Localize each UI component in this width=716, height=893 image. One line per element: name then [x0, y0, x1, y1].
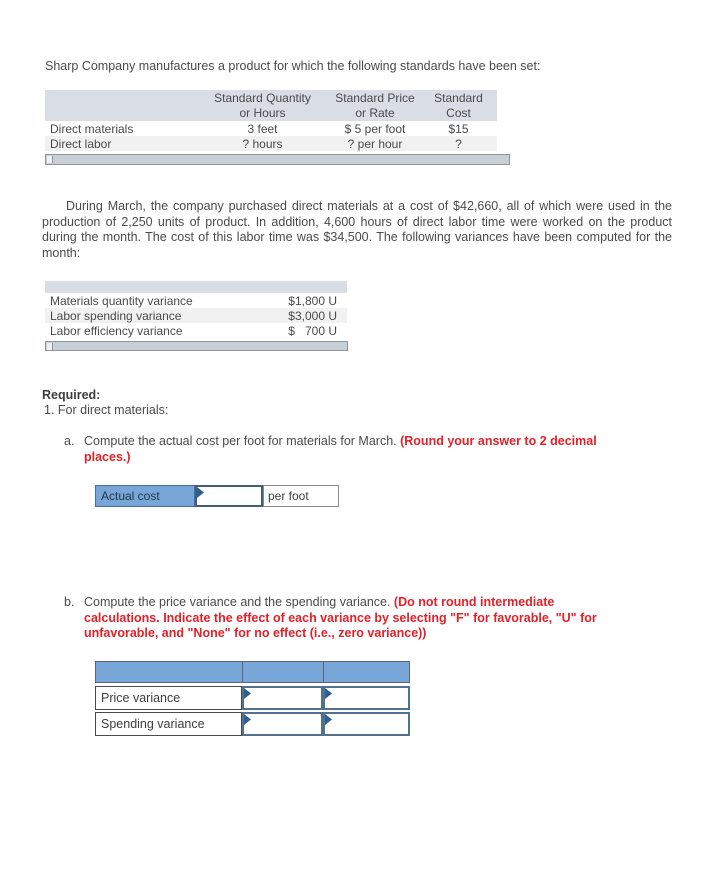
row-label: Direct labor: [50, 136, 112, 151]
spending-variance-effect-cell[interactable]: [323, 712, 410, 736]
item-a-red-instruction: (Round your answer to 2 decimal places.): [84, 434, 597, 464]
table-row: [45, 136, 497, 151]
variance-value: $3,000 U: [288, 308, 337, 323]
standards-table: [45, 90, 497, 151]
list-item: [45, 293, 347, 308]
variance-value: $1,800 U: [288, 293, 337, 308]
required-heading: Required:: [42, 388, 101, 402]
item-b-text: Compute the price variance and the spending variance. (Do not round intermediate calculations. Indicate the effect of each variance by selecting "F" for favorable, "U" for unfavorable, and "None" for no effect (i.e., zero variance)): [84, 595, 597, 640]
actual-cost-input-cell[interactable]: [195, 485, 263, 507]
spending-variance-amount-cell[interactable]: [242, 712, 323, 736]
column-separator: [323, 662, 324, 682]
standards-header-price: Standard Price or Rate: [335, 91, 415, 120]
variance-value: $ 700 U: [288, 323, 337, 338]
requirement-b: [64, 595, 632, 642]
intro-paragraph: Sharp Company manufactures a product for which the following standards have been set:: [45, 59, 541, 73]
actual-cost-label: Actual cost: [95, 485, 195, 507]
variance-label: Labor efficiency variance: [50, 323, 183, 338]
variance-entry-table: [95, 661, 410, 736]
table-row: [95, 712, 410, 736]
variances-header-bar: [45, 281, 347, 293]
table-row: [95, 686, 410, 710]
row-qty: 3 feet: [247, 121, 278, 136]
standards-header-qty: Standard Quantity or Hours: [214, 91, 311, 120]
row-price: $ 5 per foot: [344, 121, 406, 136]
variances-table: [45, 281, 347, 338]
list-item: [45, 323, 347, 338]
price-variance-effect-cell[interactable]: [323, 686, 410, 710]
actual-cost-suffix: per foot: [263, 485, 339, 507]
column-separator: [242, 662, 243, 682]
spending-variance-amount-input[interactable]: [244, 714, 321, 734]
item-a-text: Compute the actual cost per foot for materials for March. (Round your answer to 2 decimal places.): [84, 434, 597, 464]
variance-label: Materials quantity variance: [50, 293, 193, 308]
actual-cost-input[interactable]: [197, 487, 261, 505]
list-item: [45, 308, 347, 323]
scrollbar-notch: [47, 156, 53, 163]
entry-table-header-bar: [95, 661, 410, 683]
horizontal-scrollbar[interactable]: [45, 341, 348, 351]
row-label: Direct materials: [50, 121, 134, 136]
spending-variance-effect-input[interactable]: [325, 714, 408, 734]
row-price: ? per hour: [347, 136, 403, 151]
spending-variance-label: Spending variance: [95, 712, 242, 736]
table-row: [45, 121, 497, 136]
required-item-1: 1. For direct materials:: [44, 403, 169, 417]
price-variance-amount-cell[interactable]: [242, 686, 323, 710]
row-cost: $15: [448, 121, 469, 136]
body-paragraph: During March, the company purchased direct materials at a cost of $42,660, all of which were used in the production of 2,250 units of product. In addition, 4,600 hours of direct labor time were worked on the product during the month. The cost of this labor time was $34,500. The following variances have been computed for the month:: [42, 199, 672, 260]
price-variance-amount-input[interactable]: [244, 688, 321, 708]
row-qty: ? hours: [242, 136, 283, 151]
standards-header-cost: Standard Cost: [434, 91, 483, 120]
standards-header-empty: [45, 90, 195, 121]
item-b-marker: b.: [64, 595, 75, 609]
requirement-a: [64, 434, 620, 465]
price-variance-effect-input[interactable]: [325, 688, 408, 708]
scrollbar-notch: [47, 343, 53, 350]
row-cost: ?: [455, 136, 462, 151]
horizontal-scrollbar[interactable]: [45, 154, 510, 165]
item-b-red-instruction: (Do not round intermediate calculations. Indicate the effect of each variance by selecting "F" for favorable, "U" for unfavorable, and "None" for no effect (i.e., zero variance)): [84, 595, 597, 640]
variance-label: Labor spending variance: [50, 308, 182, 323]
standards-header-row: [45, 90, 497, 121]
item-a-marker: a.: [64, 434, 75, 448]
price-variance-label: Price variance: [95, 686, 242, 710]
actual-cost-row: [95, 485, 339, 507]
